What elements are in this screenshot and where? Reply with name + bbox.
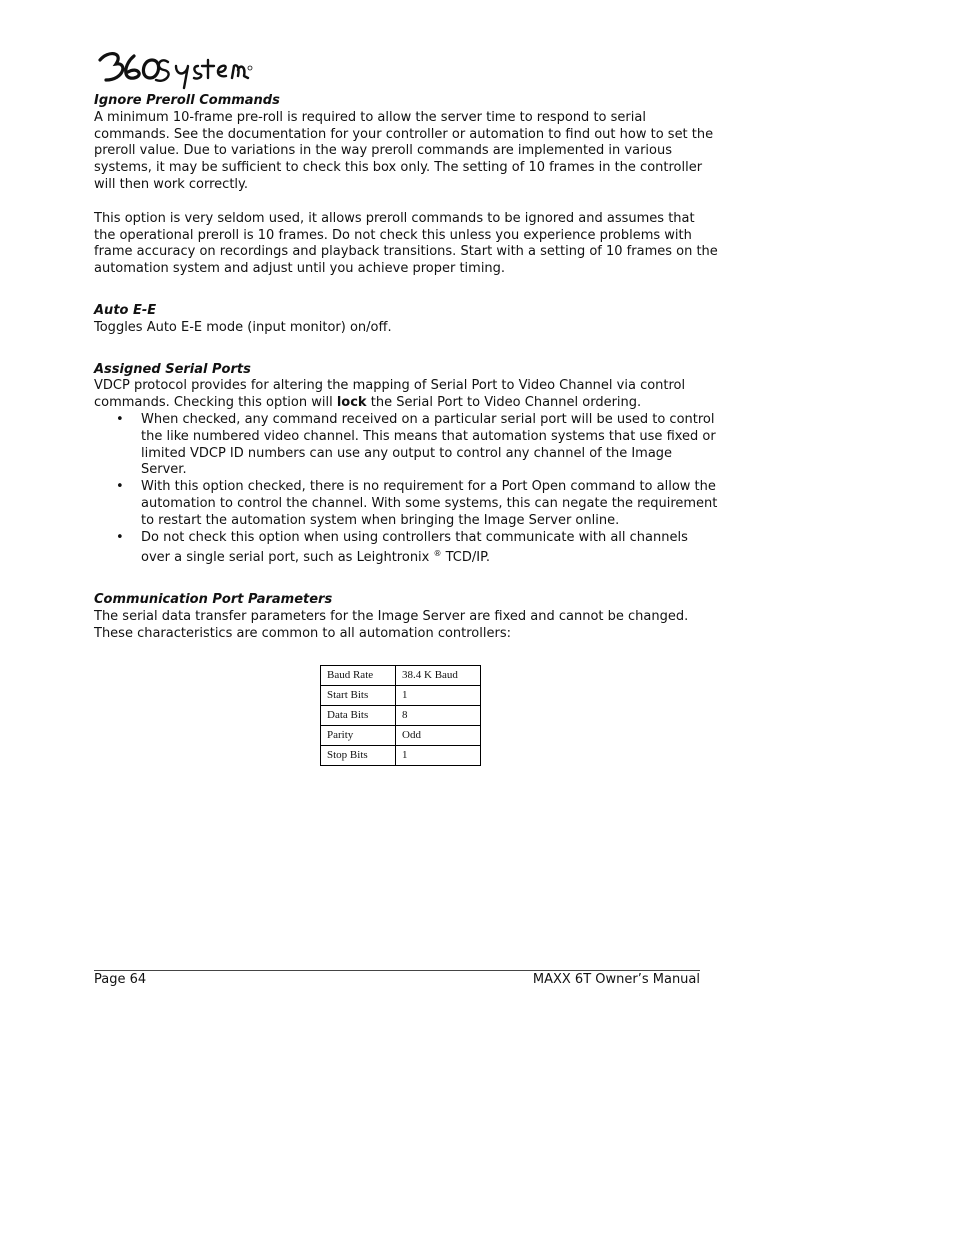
page-content bbox=[94, 93, 719, 766]
bullet-icon: • bbox=[116, 529, 124, 545]
bold-lock: lock bbox=[336, 395, 367, 411]
bullet-list bbox=[94, 412, 719, 567]
manual-title: MAXX 6T Owner’s Manual bbox=[532, 972, 700, 987]
section-heading-comm-port-params: Communication Port Parameters bbox=[94, 592, 333, 608]
section-heading-assigned-serial-ports: Assigned Serial Ports bbox=[94, 361, 251, 377]
bullet-icon: • bbox=[116, 479, 124, 495]
table-row: Baud Rate 38.4 K Baud bbox=[321, 665, 481, 685]
page-number: Page 64 bbox=[94, 972, 147, 987]
footer-divider bbox=[94, 970, 700, 971]
paragraph: Toggles Auto E-E mode (input monitor) on/off. bbox=[94, 319, 392, 335]
table-row: Parity Odd bbox=[321, 725, 481, 745]
list-item: • With this option checked, there is no requirement for a Port Open command to allow the automation to control the channel. With some systems, this can negate the requirement to restart the automation system when bringing the Image Server online. bbox=[116, 479, 718, 528]
list-item: • Do not check this option when using controllers that communicate with all channels over a single serial port, such as Leightronix ® TCD/IP. bbox=[116, 529, 688, 566]
comm-params-table bbox=[320, 665, 481, 766]
table-row: Stop Bits 1 bbox=[321, 745, 481, 765]
section-heading-auto-ee: Auto E-E bbox=[94, 302, 157, 318]
registered-mark: ® bbox=[433, 549, 442, 559]
table-row: Data Bits 8 bbox=[321, 705, 481, 725]
section-heading-ignore-preroll: Ignore Preroll Commands bbox=[94, 93, 280, 108]
table-row: Start Bits 1 bbox=[321, 685, 481, 705]
paragraph: VDCP protocol provides for altering the mapping of Serial Port to Video Channel via control commands. Checking this option will lock the Serial Port to Video Channel ordering. bbox=[94, 378, 686, 411]
paragraph: This option is very seldom used, it allows preroll commands to be ignored and assumes that the operational preroll is 10 frames. Do not check this unless you experience problems with frame accuracy on recordings and playback transitions. Start with a setting of 10 frames on the automation system and adjust until you achieve proper timing. bbox=[94, 210, 718, 277]
bullet-icon: • bbox=[116, 411, 124, 427]
company-logo bbox=[94, 46, 254, 92]
list-item: • When checked, any command received on a particular serial port will be used to control the like numbered video channel. This means that automation systems that use fixed or limited VDCP ID numbers can use any output to control any channel of the Image Server. bbox=[116, 411, 716, 478]
paragraph: The serial data transfer parameters for the Image Server are fixed and cannot be changed. These characteristics are common to all automation controllers: bbox=[94, 608, 689, 641]
paragraph: A minimum 10-frame pre-roll is required to allow the server time to respond to serial commands. See the documentation for your controller or automation to find out how to set the preroll value. Due to variations in the way preroll commands are implemented in various systems, it may be sufficient to check this box only. The setting of 10 frames in the controller will then work correctly. bbox=[94, 109, 714, 192]
